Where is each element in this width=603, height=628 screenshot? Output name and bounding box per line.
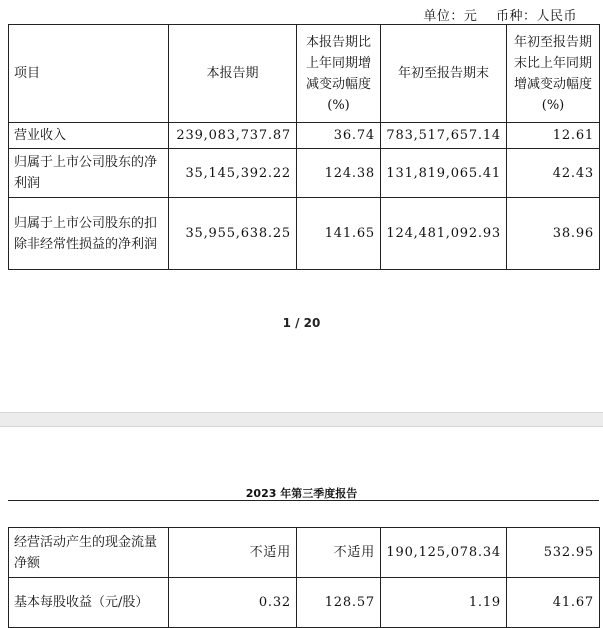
row-current: 0.32 bbox=[169, 578, 297, 628]
row-item: 经营活动产生的现金流量净额 bbox=[9, 528, 169, 578]
unit-label: 单位：元 bbox=[423, 9, 478, 24]
row-ytd: 1.19 bbox=[381, 578, 507, 628]
row-current-change: 141.65 bbox=[297, 198, 381, 270]
row-ytd-change: 42.43 bbox=[507, 149, 600, 198]
row-ytd-change: 41.67 bbox=[507, 578, 600, 628]
table-row bbox=[9, 149, 600, 198]
header-current-period: 本报告期 bbox=[169, 25, 297, 123]
page-number: 1 / 20 bbox=[282, 316, 321, 330]
row-current: 不适用 bbox=[169, 528, 297, 578]
row-ytd: 131,819,065.41 bbox=[381, 149, 507, 198]
row-item: 基本每股收益（元/股） bbox=[9, 578, 169, 628]
table-row bbox=[9, 198, 600, 270]
row-current: 35,955,638.25 bbox=[169, 198, 297, 270]
report-title: 2023 年第三季度报告 bbox=[245, 487, 358, 500]
row-ytd-change: 12.61 bbox=[507, 123, 600, 149]
row-item: 归属于上市公司股东的扣除非经常性损益的净利润 bbox=[9, 198, 169, 270]
row-ytd-change: 532.95 bbox=[507, 528, 600, 578]
row-current: 239,083,737.87 bbox=[169, 123, 297, 149]
row-ytd: 124,481,092.93 bbox=[381, 198, 507, 270]
page-gap bbox=[0, 412, 603, 427]
title-rule bbox=[8, 500, 599, 501]
row-ytd-change: 38.96 bbox=[507, 198, 600, 270]
table-row bbox=[9, 528, 600, 578]
row-current-change: 36.74 bbox=[297, 123, 381, 149]
row-ytd: 783,517,657.14 bbox=[381, 123, 507, 149]
row-item: 归属于上市公司股东的净利润 bbox=[9, 149, 169, 198]
financial-table-page1 bbox=[8, 24, 600, 270]
row-current-change: 124.38 bbox=[297, 149, 381, 198]
row-ytd: 190,125,078.34 bbox=[381, 528, 507, 578]
header-ytd-change: 年初至报告期末比上年同期增减变动幅度(%) bbox=[507, 25, 600, 123]
row-current-change: 不适用 bbox=[297, 528, 381, 578]
currency-label: 币种：人民币 bbox=[495, 9, 577, 24]
financial-table-page2 bbox=[8, 527, 600, 628]
unit-line bbox=[409, 5, 577, 24]
row-current-change: 128.57 bbox=[297, 578, 381, 628]
row-item: 营业收入 bbox=[9, 123, 169, 149]
table-header-row bbox=[9, 25, 600, 123]
table-row bbox=[9, 123, 600, 149]
row-current: 35,145,392.22 bbox=[169, 149, 297, 198]
header-current-change: 本报告期比上年同期增减变动幅度(%) bbox=[297, 25, 381, 123]
header-ytd: 年初至报告期末 bbox=[381, 25, 507, 123]
table-row bbox=[9, 578, 600, 628]
header-item: 项目 bbox=[9, 25, 169, 123]
